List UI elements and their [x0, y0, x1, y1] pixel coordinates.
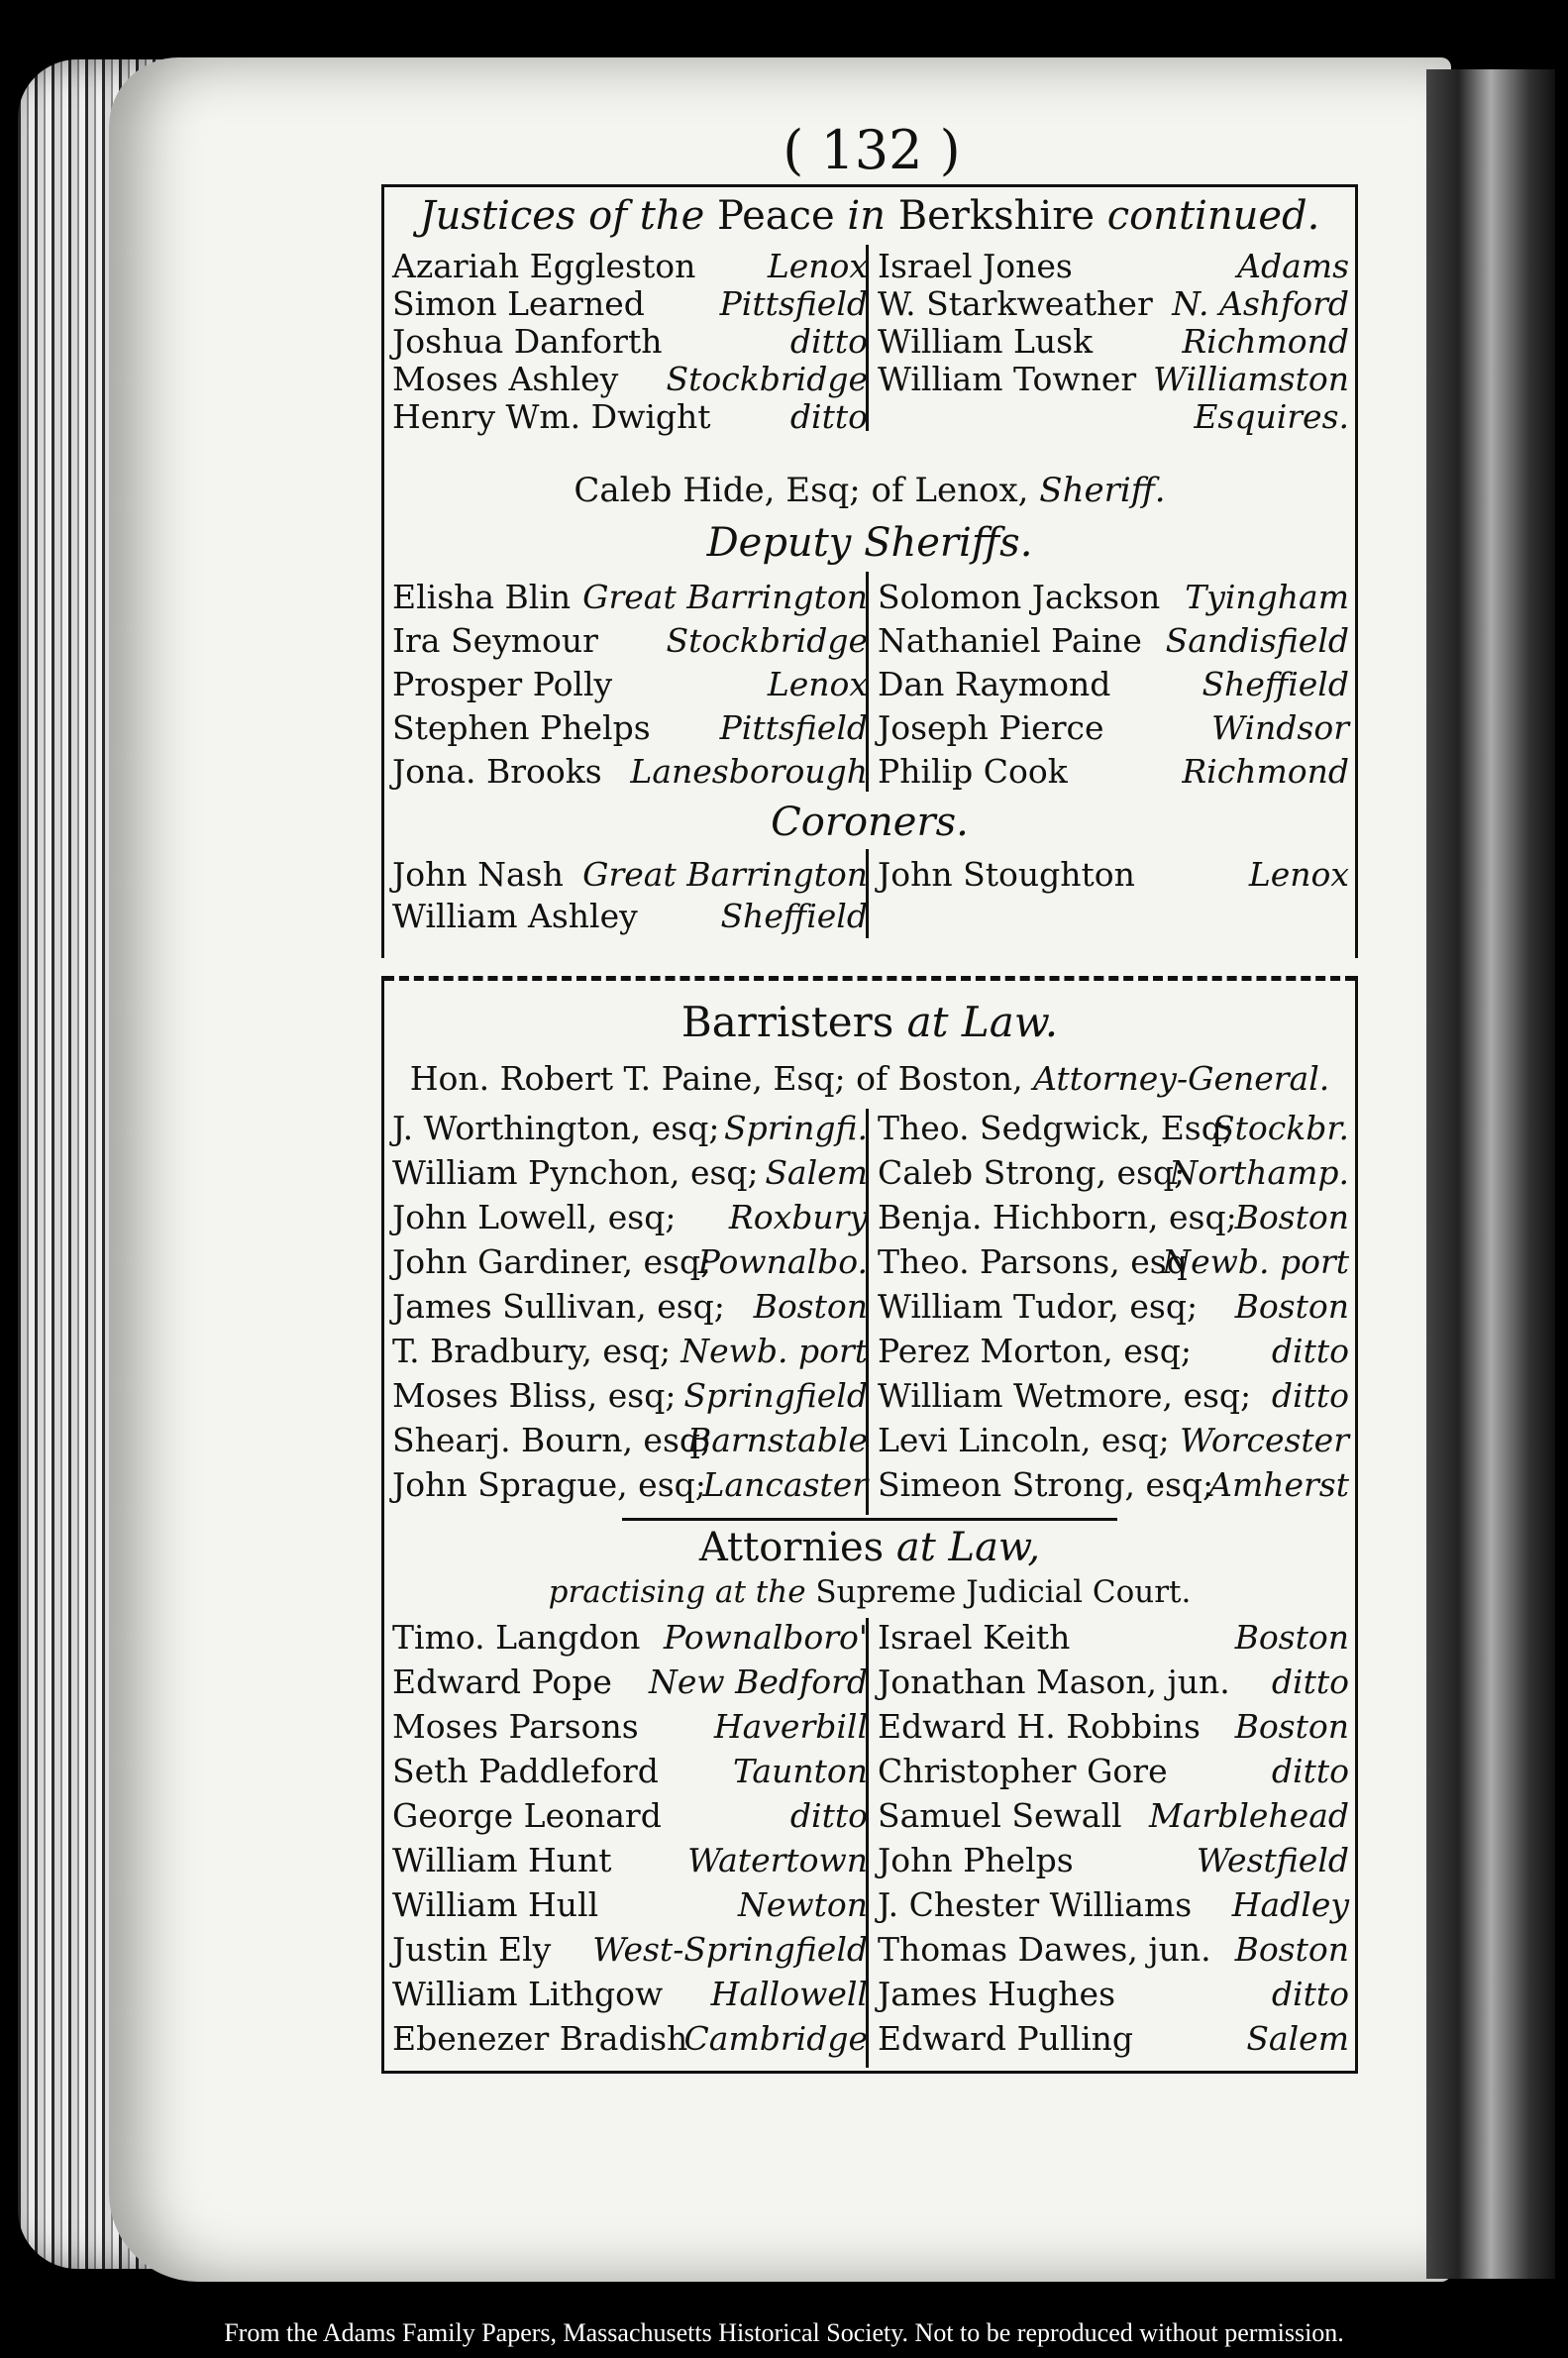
- justices-heading: Justices of the Peace in Berkshire continued.: [419, 193, 1320, 239]
- entry-place: ditto: [789, 397, 868, 436]
- list-item: [384, 2019, 1355, 2063]
- entry-place: ditto: [1271, 1662, 1349, 1701]
- list-item: [384, 1796, 1355, 1840]
- entry-name: Azariah Eggleston: [392, 247, 696, 285]
- berkshire-officers-section: [381, 184, 1358, 958]
- entry-place: Hallowell: [710, 1975, 868, 2013]
- list-item: [384, 897, 1355, 940]
- entry-place: Hadley: [1231, 1885, 1349, 1924]
- entry-place: Pownalboro': [663, 1618, 868, 1657]
- entry-name: Moses Ashley: [392, 360, 619, 398]
- entry-place: Lenox: [767, 247, 868, 285]
- entry-name: John Gardiner, esq;: [392, 1242, 712, 1281]
- entry-place: Stockbr.: [1212, 1109, 1349, 1147]
- entry-name: William Pynchon, esq;: [392, 1153, 759, 1192]
- entry-name: Edward Pope: [392, 1662, 612, 1701]
- entry-place: New Bedford: [648, 1662, 868, 1701]
- entry-name: Timo. Langdon: [392, 1618, 641, 1657]
- entry-place: Lancaster: [702, 1465, 868, 1504]
- entry-place: Sandisfield: [1165, 621, 1349, 660]
- list-item: [384, 397, 1355, 441]
- entry-name: Joshua Danforth: [392, 322, 663, 361]
- entry-place: Williamston: [1153, 360, 1349, 398]
- entry-place: Lenox: [1248, 855, 1349, 894]
- entry-name: Edward Pulling: [878, 2019, 1134, 2058]
- entry-name: Benja. Hichborn, esq;: [878, 1198, 1237, 1236]
- coroners-heading: Coroners.: [771, 800, 969, 845]
- entry-place: Boston: [1234, 1707, 1349, 1746]
- short-rule: [622, 1518, 1117, 1521]
- entry-name: Ebenezer Bradish: [392, 2019, 688, 2058]
- entry-name: Stephen Phelps: [392, 708, 651, 747]
- entry-name: George Leonard: [392, 1796, 662, 1835]
- entry-name: William Hunt: [392, 1841, 612, 1879]
- entry-name: Simeon Strong, esq;: [878, 1465, 1214, 1504]
- entry-place: ditto: [1271, 1376, 1349, 1415]
- entry-name: Christopher Gore: [878, 1752, 1168, 1790]
- entry-name: J. Chester Williams: [878, 1885, 1193, 1924]
- entry-name: Israel Jones: [878, 247, 1073, 285]
- entry-place: ditto: [1271, 1332, 1349, 1370]
- entry-place: Sheffield: [720, 897, 868, 935]
- entry-name: Solomon Jackson: [878, 578, 1161, 616]
- list-item: [384, 1752, 1355, 1795]
- entry-place: West-Springfield: [592, 1930, 868, 1969]
- entry-place: Sheffield: [1202, 665, 1349, 703]
- entry-place: Pownalbo.: [697, 1242, 868, 1281]
- entry-place: Richmond: [1182, 752, 1349, 791]
- entry-name: Theo. Parsons, esq: [878, 1242, 1188, 1281]
- entry-place: Barnstable: [686, 1421, 868, 1459]
- entry-name: Justin Ely: [392, 1930, 552, 1969]
- entry-name: Simon Learned: [392, 284, 645, 323]
- entry-name: John Nash: [392, 855, 564, 894]
- entry-name: J. Worthington, esq;: [392, 1109, 720, 1147]
- book-gutter: [1426, 69, 1555, 2279]
- list-item: [384, 1109, 1355, 1152]
- entry-place: Great Barrington: [582, 855, 868, 894]
- entry-place: Worcester: [1180, 1421, 1349, 1459]
- barristers-attornies-section: [381, 976, 1358, 2074]
- entry-name: Philip Cook: [878, 752, 1068, 791]
- list-item: [384, 708, 1355, 752]
- entry-name: Elisha Blin: [392, 578, 572, 616]
- entry-name: John Sprague, esq;: [392, 1465, 706, 1504]
- entry-place: Pittsfield: [719, 284, 868, 323]
- attornies-subheading: practising at the Supreme Judicial Court.: [548, 1574, 1192, 1610]
- entry-name: Shearj. Bourn, esq;: [392, 1421, 712, 1459]
- entry-name: Samuel Sewall: [878, 1796, 1122, 1835]
- list-item: [384, 1153, 1355, 1197]
- list-item: [384, 855, 1355, 899]
- list-item: [384, 1376, 1355, 1420]
- entry-place: ditto: [789, 322, 868, 361]
- entry-place: Boston: [1234, 1287, 1349, 1326]
- entry-place: Roxbury: [728, 1198, 868, 1236]
- entry-name: William Lithgow: [392, 1975, 664, 2013]
- entry-place: Salem: [1246, 2019, 1349, 2058]
- entry-name: Henry Wm. Dwight: [392, 397, 711, 436]
- entry-name: W. Starkweather: [878, 284, 1153, 323]
- entry-place: ditto: [1271, 1752, 1349, 1790]
- entry-name: James Sullivan, esq;: [392, 1287, 725, 1326]
- entry-name: John Stoughton: [878, 855, 1135, 894]
- entry-name: Theo. Sedgwick, Esq;: [878, 1109, 1233, 1147]
- entry-place: Great Barrington: [582, 578, 868, 616]
- entry-name: James Hughes: [878, 1975, 1116, 2013]
- entry-place: N. Ashford: [1172, 284, 1349, 323]
- entry-name: Ira Seymour: [392, 621, 598, 660]
- entry-place: Watertown: [687, 1841, 868, 1879]
- page-number: ( 132 ): [783, 119, 961, 181]
- entry-name: William Ashley: [392, 897, 638, 935]
- list-item: [384, 1618, 1355, 1661]
- entry-place: Boston: [1234, 1198, 1349, 1236]
- attorney-general-line: Hon. Robert T. Paine, Esq; of Boston, Attorney-General.: [409, 1059, 1330, 1098]
- list-item: [384, 1885, 1355, 1929]
- entry-name: Dan Raymond: [878, 665, 1111, 703]
- entry-name: Nathaniel Paine: [878, 621, 1142, 660]
- entry-place: Windsor: [1211, 708, 1349, 747]
- list-item: [384, 665, 1355, 708]
- entry-name: John Phelps: [878, 1841, 1074, 1879]
- entry-place: Pittsfield: [719, 708, 868, 747]
- entry-place: Amherst: [1208, 1465, 1349, 1504]
- entry-place: ditto: [1271, 1975, 1349, 2013]
- section-rule: [384, 976, 1355, 981]
- entry-place: Westfield: [1196, 1841, 1349, 1879]
- entry-place: Esquires.: [1194, 397, 1349, 436]
- entry-place: Boston: [1234, 1618, 1349, 1657]
- attornies-heading: Attornies at Law,: [698, 1525, 1041, 1570]
- list-item: [384, 578, 1355, 621]
- entry-place: Stockbridge: [666, 621, 868, 660]
- entry-place: Springfi.: [724, 1109, 868, 1147]
- entry-name: Thomas Dawes, jun.: [878, 1930, 1211, 1969]
- entry-place: Newb. port: [1162, 1242, 1349, 1281]
- entry-name: Israel Keith: [878, 1618, 1071, 1657]
- list-item: [384, 1930, 1355, 1974]
- entry-place: Taunton: [732, 1752, 868, 1790]
- entry-place: Marblehead: [1148, 1796, 1349, 1835]
- entry-name: T. Bradbury, esq;: [392, 1332, 672, 1370]
- list-item: [384, 1242, 1355, 1286]
- list-item: [384, 1332, 1355, 1375]
- list-item: [384, 1662, 1355, 1706]
- entry-place: Richmond: [1182, 322, 1349, 361]
- entry-place: ditto: [789, 1796, 868, 1835]
- list-item: [384, 1198, 1355, 1241]
- entry-place: Adams: [1237, 247, 1349, 285]
- entry-name: William Lusk: [878, 322, 1094, 361]
- entry-name: Prosper Polly: [392, 665, 613, 703]
- entry-name: Seth Paddleford: [392, 1752, 659, 1790]
- list-item: [384, 1465, 1355, 1509]
- list-item: [384, 1841, 1355, 1884]
- deputy-sheriffs-heading: Deputy Sheriffs.: [706, 520, 1033, 566]
- entry-place: Northamp.: [1169, 1153, 1349, 1192]
- entry-place: Tyingham: [1185, 578, 1349, 616]
- entry-place: Stockbridge: [666, 360, 868, 398]
- entry-name: Edward H. Robbins: [878, 1707, 1201, 1746]
- entry-place: Lenox: [767, 665, 868, 703]
- entry-name: Jona. Brooks: [392, 752, 602, 791]
- entry-name: William Hull: [392, 1885, 599, 1924]
- entry-place: Newb. port: [680, 1332, 868, 1370]
- entry-place: Boston: [753, 1287, 868, 1326]
- entry-name: John Lowell, esq;: [392, 1198, 677, 1236]
- list-item: [384, 621, 1355, 665]
- entry-name: Moses Bliss, esq;: [392, 1376, 677, 1415]
- entry-name: Joseph Pierce: [878, 708, 1104, 747]
- entry-name: Jonathan Mason, jun.: [878, 1662, 1230, 1701]
- entry-name: Perez Morton, esq;: [878, 1332, 1192, 1370]
- entry-name: Caleb Strong, esq;: [878, 1153, 1186, 1192]
- entry-place: Cambridge: [683, 2019, 868, 2058]
- entry-place: Lanesborough: [630, 752, 868, 791]
- copyright-footer: From the Adams Family Papers, Massachusetts Historical Society. Not to be reproduced without permission.: [0, 2308, 1568, 2358]
- entry-name: William Towner: [878, 360, 1137, 398]
- list-item: [384, 1287, 1355, 1331]
- list-item: [384, 752, 1355, 796]
- entry-name: Levi Lincoln, esq;: [878, 1421, 1170, 1459]
- entry-place: Springfield: [683, 1376, 868, 1415]
- list-item: [384, 1707, 1355, 1751]
- barristers-heading: Barristers at Law.: [680, 998, 1059, 1046]
- entry-place: Boston: [1234, 1930, 1349, 1969]
- entry-place: Salem: [765, 1153, 868, 1192]
- sheriff-line: Caleb Hide, Esq; of Lenox, Sheriff.: [574, 471, 1166, 510]
- entry-place: Haverbill: [713, 1707, 868, 1746]
- entry-name: William Wetmore, esq;: [878, 1376, 1252, 1415]
- list-item: [384, 1975, 1355, 2018]
- entry-name: William Tudor, esq;: [878, 1287, 1199, 1326]
- list-item: [384, 1421, 1355, 1464]
- entry-name: Moses Parsons: [392, 1707, 639, 1746]
- entry-place: Newton: [737, 1885, 868, 1924]
